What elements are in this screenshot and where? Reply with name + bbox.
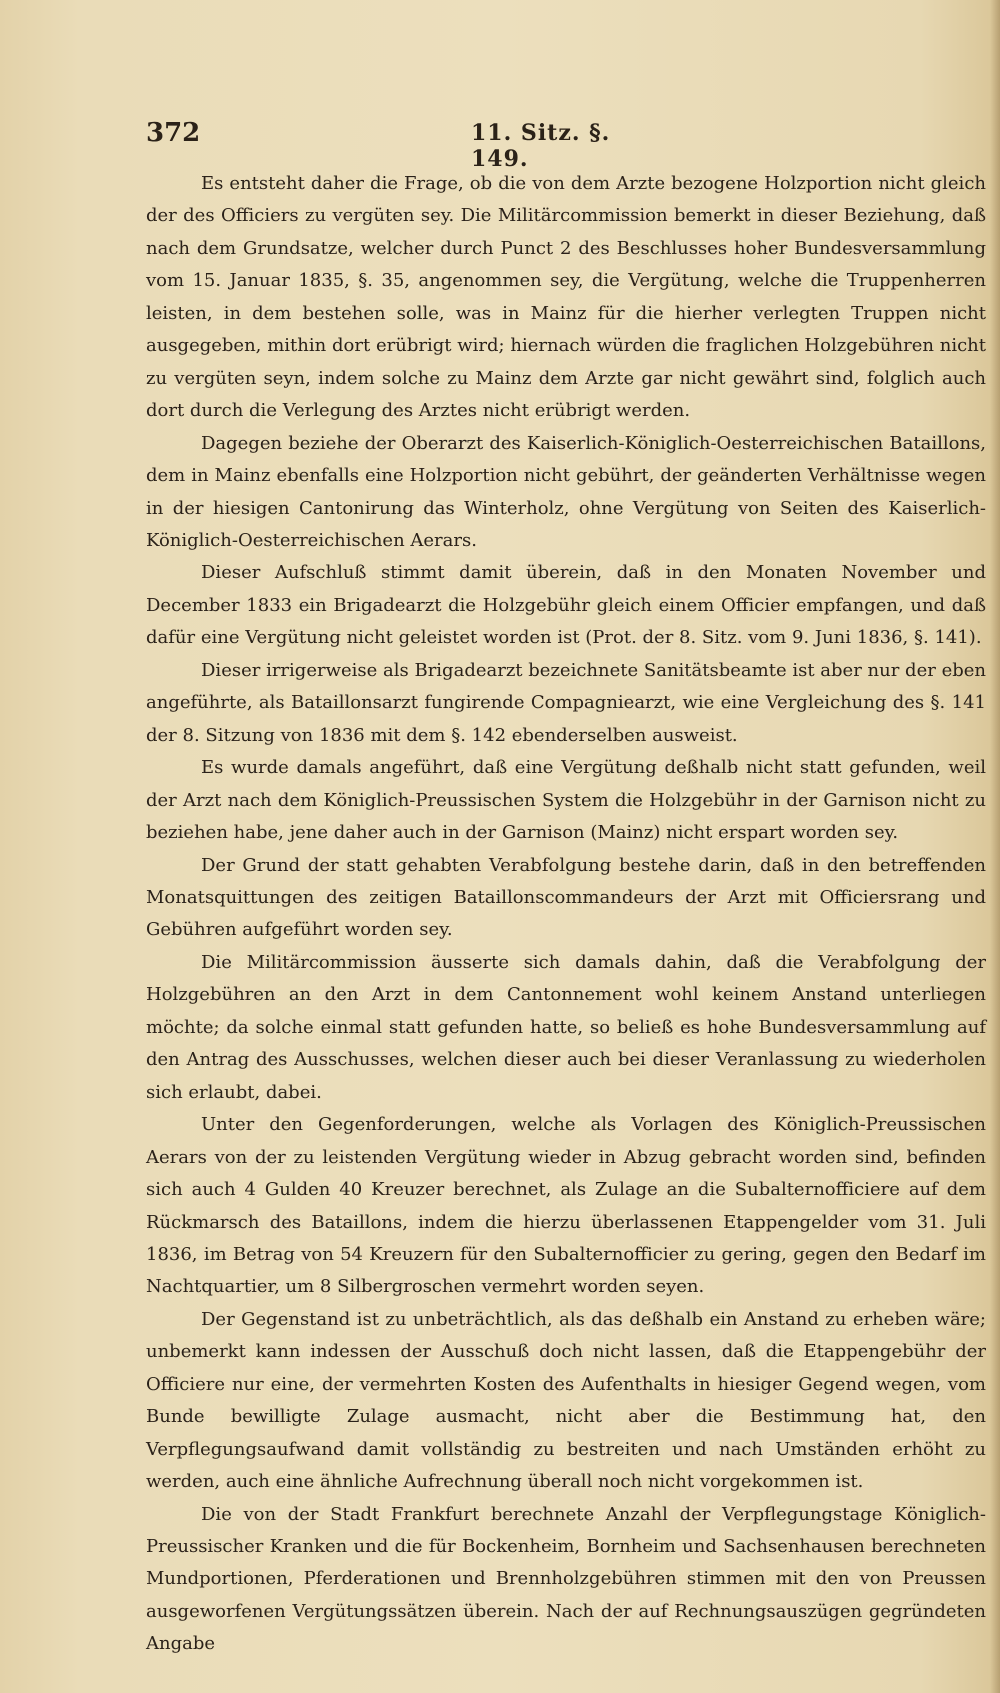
page-header: [146, 118, 676, 172]
paragraph: Dagegen beziehe der Oberarzt des Kaiserlich-Königlich-Oesterreichischen Bataillons, dem in Mainz ebenfalls eine Holzportion nicht gebührt, der geänderten Verhältnisse wegen in der hiesigen Cantonirung das Winterholz, ohne Vergütung von Seiten des Kaiserlich-Königlich-Oesterreichischen Aerars.: [146, 432, 986, 551]
paragraph: Dieser irrigerweise als Brigadearzt bezeichnete Sanitätsbeamte ist aber nur der eben angeführte, als Bataillonsarzt fungirende Compagniearzt, wie eine Vergleichung des §. 141 der 8. Sitzung von 1836 mit dem §. 142 ebenderselben ausweist.: [146, 659, 986, 746]
running-head: 11. Sitz. §. 149.: [471, 120, 611, 172]
paragraph: Es entsteht daher die Frage, ob die von dem Arzte bezogene Holzportion nicht gleich der des Officiers zu vergüten sey. Die Militärcommission bemerkt in dieser Beziehung, daß nach dem Grundsatze, welcher durch Punct 2 des Beschlusses hoher Bundesversammlung vom 15. Januar 1835, §. 35, angenommen sey, die Vergütung, welche die Truppenherren leisten, in dem bestehen solle, was in Mainz für die hierher verlegten Truppen nicht ausgegeben, mithin dort erübrigt wird; hiernach würden die fraglichen Holzgebühren nicht zu vergüten seyn, indem solche zu Mainz dem Arzte gar nicht gewährt sind, folglich auch dort durch die Verlegung des Arztes nicht erübrigt werden.: [146, 173, 986, 422]
body-text: [146, 168, 986, 1661]
paragraph: Die Militärcommission äusserte sich damals dahin, daß die Verabfolgung der Holzgebühren an den Arzt in dem Cantonnement wohl keinem Anstand unterliegen möchte; da solche einmal statt gefunden hatte, so beließ es hohe Bundesversammlung auf den Antrag des Ausschusses, welchen dieser auch bei dieser Veranlassung zu wiederholen sich erlaubt, dabei.: [146, 951, 986, 1103]
paragraph: Es wurde damals angeführt, daß eine Vergütung deßhalb nicht statt gefunden, weil der Arzt nach dem Königlich-Preussischen System die Holzgebühr in der Garnison nicht zu beziehen habe, jene daher auch in der Garnison (Mainz) nicht erspart worden sey.: [146, 757, 986, 844]
paragraph: Der Grund der statt gehabten Verabfolgung bestehe darin, daß in den betreffenden Monatsquittungen des zeitigen Bataillonscommandeurs der Arzt mit Officiersrang und Gebühren aufgeführt worden sey.: [146, 854, 986, 941]
paragraph: Die von der Stadt Frankfurt berechnete Anzahl der Verpflegungstage Königlich-Preussischer Kranken und die für Bockenheim, Bornheim und Sachsenhausen berechneten Mundportionen, Pferderationen und Brennholzgebühren stimmen mit den von Preussen ausgeworfenen Vergütungssätzen überein. Nach der auf Rechnungsauszügen gegründeten Angabe: [146, 1503, 986, 1655]
page-number: 372: [146, 118, 201, 148]
paragraph: Unter den Gegenforderungen, welche als Vorlagen des Königlich-Preussischen Aerars von der zu leistenden Vergütung wieder in Abzug gebracht worden sind, befinden sich auch 4 Gulden 40 Kreuzer berechnet, als Zulage an die Subalternofficiere auf dem Rückmarsch des Bataillons, indem die hierzu überlassenen Etappengelder vom 31. Juli 1836, im Betrag von 54 Kreuzern für den Subalternofficier zu gering, gegen den Bedarf im Nachtquartier, um 8 Silbergroschen vermehrt worden seyen.: [146, 1114, 986, 1298]
page-edge-shadow: [990, 0, 1000, 1693]
paragraph: Der Gegenstand ist zu unbeträchtlich, als das deßhalb ein Anstand zu erheben wäre; unbemerkt kann indessen der Ausschuß doch nicht lassen, daß die Etappengebühr der Officiere nur eine, der vermehrten Kosten des Aufenthalts in hiesiger Gegend wegen, vom Bunde bewilligte Zulage ausmacht, nicht aber die Bestimmung hat, den Verpflegungsaufwand damit vollständig zu bestreiten und nach Umständen erhöht zu werden, auch eine ähnliche Aufrechnung überall noch nicht vorgekommen ist.: [146, 1308, 986, 1493]
paragraph: Dieser Aufschluß stimmt damit überein, daß in den Monaten November und December 1833 ein Brigadearzt die Holzgebühr gleich einem Officier empfangen, und daß dafür eine Vergütung nicht geleistet worden ist (Prot. der 8. Sitz. vom 9. Juni 1836, §. 141).: [146, 562, 986, 649]
